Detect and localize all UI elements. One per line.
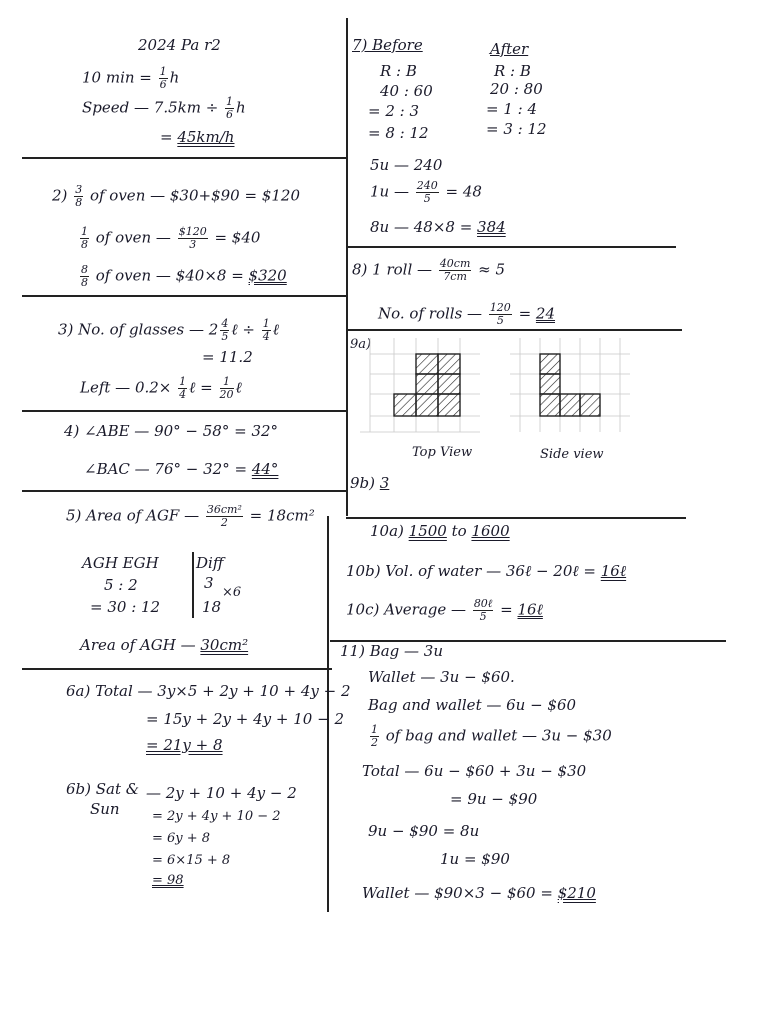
q11-line7: 9u − $90 = 8u xyxy=(368,822,480,840)
divider-q8 xyxy=(346,329,682,331)
q6b-line4: = 6×15 + 8 xyxy=(152,853,231,868)
q4-line1: 4) ∠ABE — 90° − 58° = 32° xyxy=(64,422,279,440)
q7-before-r2: = 2 : 3 xyxy=(368,102,420,120)
divider-q5 xyxy=(22,668,332,670)
q2-line1: 2) $\frac{3}{8}$ of oven — $30+$90 = $120 xyxy=(52,183,300,209)
divider-q4 xyxy=(22,490,347,492)
q9-views-drawing xyxy=(350,332,650,442)
q6b-line1: — 2y + 10 + 4y − 2 xyxy=(146,784,297,802)
q9-label: 9a) xyxy=(350,337,372,352)
q2-line3: $\frac{8}{8}$ of oven — $40×8 = $320 xyxy=(81,263,287,289)
q7-after-r0: R : B xyxy=(494,62,531,80)
q11-line3: Bag and wallet — 6u − $60 xyxy=(368,696,577,714)
center-divider xyxy=(346,18,348,516)
q7-after-label: After xyxy=(490,40,529,58)
q5-line1: 5) Area of AGF — $\frac{\text{36cm²}}{2}$ = 18cm² xyxy=(66,503,315,529)
q1-line2: Speed — 7.5km ÷ $\frac{1}{6}$ h xyxy=(82,95,246,121)
q1-answer: = 45km/h xyxy=(160,128,235,146)
side-view-label: Side view xyxy=(540,447,604,462)
q6a-line1: 6a) Total — 3y×5 + 2y + 10 + 4y − 2 xyxy=(66,682,351,700)
q8-line2: No. of rolls — $\frac{120}{5}$ = 24 xyxy=(378,301,556,327)
q7-before-r0: R : B xyxy=(380,62,417,80)
q7-after-r3: = 3 : 12 xyxy=(486,120,547,138)
q5-row1: 5 : 2 xyxy=(104,576,138,594)
divider-q1 xyxy=(22,157,347,159)
top-view-label: Top View xyxy=(412,445,473,460)
q7-before-label: 7) Before xyxy=(352,36,423,54)
q11-line6: = 9u − $90 xyxy=(450,790,538,808)
q4-line2: ∠BAC — 76° − 32° = 44° xyxy=(84,460,279,478)
q7-after-r1: 20 : 80 xyxy=(490,80,543,98)
q6b-label1: 6b) Sat & xyxy=(66,780,140,798)
divider-q7 xyxy=(346,246,676,248)
q11-line4: $\frac{1}{2}$ of bag and wallet — 3u − $30 xyxy=(371,723,612,749)
q6b-line3: = 6y + 8 xyxy=(152,831,211,846)
q7-before-r1: 40 : 60 xyxy=(380,82,433,100)
q2-line2: $\frac{1}{8}$ of oven — $\frac{\$120}{3}$ = $40 xyxy=(81,225,261,251)
top-view-shape xyxy=(394,354,460,416)
divider-q2 xyxy=(22,295,347,297)
side-view-grid xyxy=(510,338,630,432)
q6b-line2: = 2y + 4y + 10 − 2 xyxy=(152,809,281,824)
q11-line2: Wallet — 3u − $60. xyxy=(368,668,515,686)
divider-q3 xyxy=(22,410,347,412)
q6b-line5: = 98 xyxy=(152,873,184,888)
q5-diff1: 3 xyxy=(204,574,214,592)
page-header: 2024 Pa r2 xyxy=(138,36,221,54)
q5-table-header: AGH EGH xyxy=(82,554,159,572)
q3-line1: 3) No. of glasses — 2 $\frac{4}{5}$ ℓ ÷ $\frac{1}{4}$ ℓ xyxy=(58,317,279,343)
q6a-line2: = 15y + 2y + 4y + 10 − 2 xyxy=(146,710,344,728)
divider-q9 xyxy=(346,517,686,519)
q10c-line: 10c) Average — $\frac{\text{80ℓ}}{5}$ = 16ℓ xyxy=(346,597,543,623)
q3-line3: Left — 0.2× $\frac{1}{4}$ ℓ = $\frac{1}{20}$ ℓ xyxy=(80,375,242,401)
q6a-line3: = 21y + 8 xyxy=(146,736,223,754)
q5-diff2: 18 xyxy=(202,598,222,616)
q5-row2: = 30 : 12 xyxy=(90,598,161,616)
q3-line2: = 11.2 xyxy=(202,348,253,366)
q7-answer: 8u — 48×8 = 384 xyxy=(370,218,506,236)
q5-multiplier: ×6 xyxy=(222,585,242,600)
q7-line1: 5u — 240 xyxy=(370,156,443,174)
side-view-shape xyxy=(540,354,600,416)
q10b-line: 10b) Vol. of water — 36ℓ − 20ℓ = 16ℓ xyxy=(346,562,627,580)
q11-line1: 11) Bag — 3u xyxy=(340,642,444,660)
q9b-line: 9b) 3 xyxy=(350,474,390,492)
q5-table-divider xyxy=(192,552,194,618)
q7-line2: 1u — $\frac{240}{5}$ = 48 xyxy=(370,179,482,205)
q11-answer: Wallet — $90×3 − $60 = $210 xyxy=(362,884,596,902)
q11-line5: Total — 6u − $60 + 3u − $30 xyxy=(362,762,587,780)
q11-line8: 1u = $90 xyxy=(440,850,510,868)
q5-answer: Area of AGH — 30cm² xyxy=(80,636,249,654)
q7-after-r2: = 1 : 4 xyxy=(486,100,538,118)
q5-diff-header: Diff xyxy=(196,554,224,572)
q10a-line: 10a) 1500 to 1600 xyxy=(370,522,510,540)
q1-line1: 10 min = $\frac{1}{6}$ h xyxy=(82,65,180,91)
q7-before-r3: = 8 : 12 xyxy=(368,124,429,142)
q8-line1: 8) 1 roll — $\frac{40cm}{7cm}$ ≈ 5 xyxy=(352,257,506,283)
q6b-label2: Sun xyxy=(90,800,120,818)
